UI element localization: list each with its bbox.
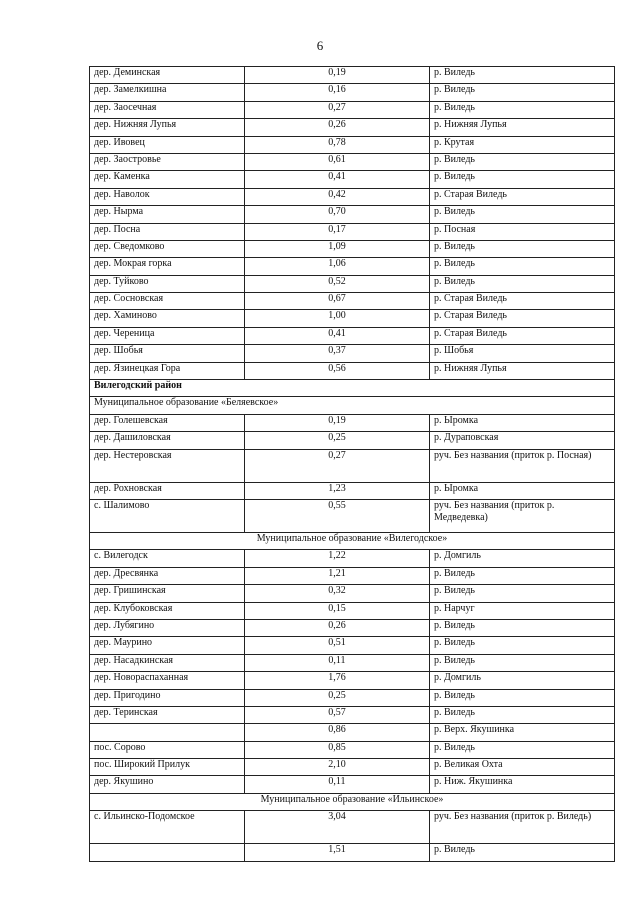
municipality-title: Муниципальное образование «Ильинское»: [90, 793, 615, 810]
settlement-name: дер. Теринская: [90, 706, 245, 723]
table-row: [90, 293, 615, 310]
municipality-row: [90, 532, 615, 549]
table-row: [90, 275, 615, 292]
water-body: р. Виледь: [430, 844, 615, 861]
water-body: р. Нижняя Лупья: [430, 119, 615, 136]
table-row: [90, 654, 615, 671]
distance-value: 0,32: [245, 585, 430, 602]
distance-value: 0,56: [245, 362, 430, 379]
water-body: р. Старая Виледь: [430, 310, 615, 327]
distance-value: 1,22: [245, 550, 430, 567]
settlement-name: дер. Пригодино: [90, 689, 245, 706]
water-body: р. Домгиль: [430, 672, 615, 689]
distance-value: 0,41: [245, 327, 430, 344]
distance-value: 1,76: [245, 672, 430, 689]
distance-value: 0,55: [245, 499, 430, 532]
table-row: [90, 602, 615, 619]
water-body: р. Дураповская: [430, 432, 615, 449]
distance-value: 2,10: [245, 759, 430, 776]
table-row: [90, 844, 615, 861]
distance-value: 1,09: [245, 240, 430, 257]
distance-value: 0,26: [245, 619, 430, 636]
table-row: [90, 567, 615, 584]
settlement-name: дер. Шобья: [90, 345, 245, 362]
water-body: р. Виледь: [430, 741, 615, 758]
water-body: р. Старая Виледь: [430, 188, 615, 205]
table-row: [90, 741, 615, 758]
distance-value: 0,85: [245, 741, 430, 758]
distance-value: 1,06: [245, 258, 430, 275]
settlements-table: [89, 66, 615, 862]
distance-value: 0,51: [245, 637, 430, 654]
table-row: [90, 759, 615, 776]
settlement-name: дер. Наволок: [90, 188, 245, 205]
table-row: [90, 585, 615, 602]
water-body: р. Виледь: [430, 84, 615, 101]
distance-value: 1,21: [245, 567, 430, 584]
table-row: [90, 637, 615, 654]
table-row: [90, 776, 615, 793]
settlement-name: дер. Рохновская: [90, 482, 245, 499]
distance-value: 0,42: [245, 188, 430, 205]
table-row: [90, 240, 615, 257]
district-title: Вилегодский район: [90, 380, 615, 397]
distance-value: 1,00: [245, 310, 430, 327]
water-body: р. Виледь: [430, 637, 615, 654]
water-body: р. Ыромка: [430, 482, 615, 499]
settlement-name: дер. Заостровье: [90, 153, 245, 170]
table-row: [90, 811, 615, 844]
table-row: [90, 84, 615, 101]
water-body: р. Шобья: [430, 345, 615, 362]
distance-value: 0,41: [245, 171, 430, 188]
settlement-name: дер. Череница: [90, 327, 245, 344]
settlement-name: дер. Заосечная: [90, 101, 245, 118]
table-row: [90, 499, 615, 532]
settlement-name: дер. Туйково: [90, 275, 245, 292]
distance-value: 0,25: [245, 689, 430, 706]
settlement-name: дер. Клубоковская: [90, 602, 245, 619]
settlement-name: дер. Якушино: [90, 776, 245, 793]
settlement-name: дер. Нестеровская: [90, 449, 245, 482]
table-row: [90, 432, 615, 449]
settlement-name: пос. Широкий Прилук: [90, 759, 245, 776]
table-row: [90, 206, 615, 223]
table-row: [90, 310, 615, 327]
water-body: р. Нижняя Лупья: [430, 362, 615, 379]
settlement-name: [90, 844, 245, 861]
settlement-name: дер. Сосновская: [90, 293, 245, 310]
page-number: 6: [316, 38, 324, 53]
table-row: [90, 550, 615, 567]
table-row: [90, 101, 615, 118]
table-row: [90, 449, 615, 482]
settlement-name: [90, 724, 245, 741]
distance-value: 3,04: [245, 811, 430, 844]
settlement-name: дер. Язинецкая Гора: [90, 362, 245, 379]
water-body: р. Виледь: [430, 585, 615, 602]
settlement-name: дер. Хаминово: [90, 310, 245, 327]
table-row: [90, 689, 615, 706]
distance-value: 0,11: [245, 654, 430, 671]
water-body: р. Великая Охта: [430, 759, 615, 776]
municipality-title: Муниципальное образование «Вилегодское»: [90, 532, 615, 549]
water-body: р. Нарчуг: [430, 602, 615, 619]
water-body: р. Виледь: [430, 258, 615, 275]
water-body: р. Виледь: [430, 153, 615, 170]
distance-value: 0,25: [245, 432, 430, 449]
settlement-name: дер. Ивовец: [90, 136, 245, 153]
water-body: руч. Без названия (приток р. Виледь): [430, 811, 615, 844]
water-body: р. Виледь: [430, 67, 615, 84]
table-row: [90, 414, 615, 431]
distance-value: 1,51: [245, 844, 430, 861]
district-row: [90, 380, 615, 397]
table-row: [90, 482, 615, 499]
settlement-name: дер. Каменка: [90, 171, 245, 188]
table-row: [90, 223, 615, 240]
table-row: [90, 119, 615, 136]
settlement-name: дер. Сведомково: [90, 240, 245, 257]
distance-value: 0,78: [245, 136, 430, 153]
settlement-name: пос. Сорово: [90, 741, 245, 758]
water-body: р. Ниж. Якушинка: [430, 776, 615, 793]
municipality-title: Муниципальное образование «Беляевское»: [90, 397, 615, 414]
settlement-name: дер. Новораспаханная: [90, 672, 245, 689]
distance-value: 0,16: [245, 84, 430, 101]
table-row: [90, 327, 615, 344]
settlement-name: дер. Голешевская: [90, 414, 245, 431]
distance-value: 0,37: [245, 345, 430, 362]
table-body: [90, 67, 615, 862]
settlement-name: дер. Дресвянка: [90, 567, 245, 584]
water-body: р. Верх. Якушинка: [430, 724, 615, 741]
table-row: [90, 188, 615, 205]
settlement-name: дер. Маурино: [90, 637, 245, 654]
water-body: р. Виледь: [430, 101, 615, 118]
distance-value: 0,57: [245, 706, 430, 723]
water-body: р. Домгиль: [430, 550, 615, 567]
municipality-row: [90, 397, 615, 414]
table-row: [90, 67, 615, 84]
water-body: р. Старая Виледь: [430, 327, 615, 344]
table-row: [90, 619, 615, 636]
table-row: [90, 362, 615, 379]
distance-value: 0,26: [245, 119, 430, 136]
settlement-name: дер. Посна: [90, 223, 245, 240]
distance-value: 0,61: [245, 153, 430, 170]
settlement-name: дер. Замелкишна: [90, 84, 245, 101]
settlement-name: дер. Гришинская: [90, 585, 245, 602]
table-row: [90, 153, 615, 170]
settlement-name: с. Вилегодск: [90, 550, 245, 567]
settlement-name: дер. Насадкинская: [90, 654, 245, 671]
water-body: руч. Без названия (приток р. Посная): [430, 449, 615, 482]
distance-value: 0,11: [245, 776, 430, 793]
water-body: р. Виледь: [430, 654, 615, 671]
distance-value: 0,67: [245, 293, 430, 310]
settlement-name: дер. Дашиловская: [90, 432, 245, 449]
water-body: р. Виледь: [430, 689, 615, 706]
water-body: р. Ыромка: [430, 414, 615, 431]
water-body: р. Виледь: [430, 171, 615, 188]
water-body: р. Виледь: [430, 206, 615, 223]
settlement-name: дер. Нырма: [90, 206, 245, 223]
water-body: р. Виледь: [430, 240, 615, 257]
table-row: [90, 724, 615, 741]
settlement-name: дер. Лубягино: [90, 619, 245, 636]
distance-value: 0,27: [245, 449, 430, 482]
settlement-name: с. Ильинско-Подомское: [90, 811, 245, 844]
settlement-name: дер. Нижняя Лупья: [90, 119, 245, 136]
water-body: р. Виледь: [430, 567, 615, 584]
distance-value: 0,27: [245, 101, 430, 118]
water-body: р. Старая Виледь: [430, 293, 615, 310]
table-row: [90, 258, 615, 275]
water-body: р. Виледь: [430, 706, 615, 723]
settlement-name: дер. Деминская: [90, 67, 245, 84]
distance-value: 0,70: [245, 206, 430, 223]
distance-value: 0,19: [245, 414, 430, 431]
water-body: руч. Без названия (приток р. Медведевка): [430, 499, 615, 532]
distance-value: 0,15: [245, 602, 430, 619]
table-row: [90, 706, 615, 723]
distance-value: 1,23: [245, 482, 430, 499]
table-row: [90, 171, 615, 188]
distance-value: 0,86: [245, 724, 430, 741]
distance-value: 0,52: [245, 275, 430, 292]
water-body: р. Виледь: [430, 275, 615, 292]
settlement-name: с. Шалимово: [90, 499, 245, 532]
water-body: р. Виледь: [430, 619, 615, 636]
table-row: [90, 136, 615, 153]
table-row: [90, 672, 615, 689]
distance-value: 0,19: [245, 67, 430, 84]
municipality-row: [90, 793, 615, 810]
settlement-name: дер. Мокрая горка: [90, 258, 245, 275]
water-body: р. Крутая: [430, 136, 615, 153]
distance-value: 0,17: [245, 223, 430, 240]
water-body: р. Посная: [430, 223, 615, 240]
table-row: [90, 345, 615, 362]
